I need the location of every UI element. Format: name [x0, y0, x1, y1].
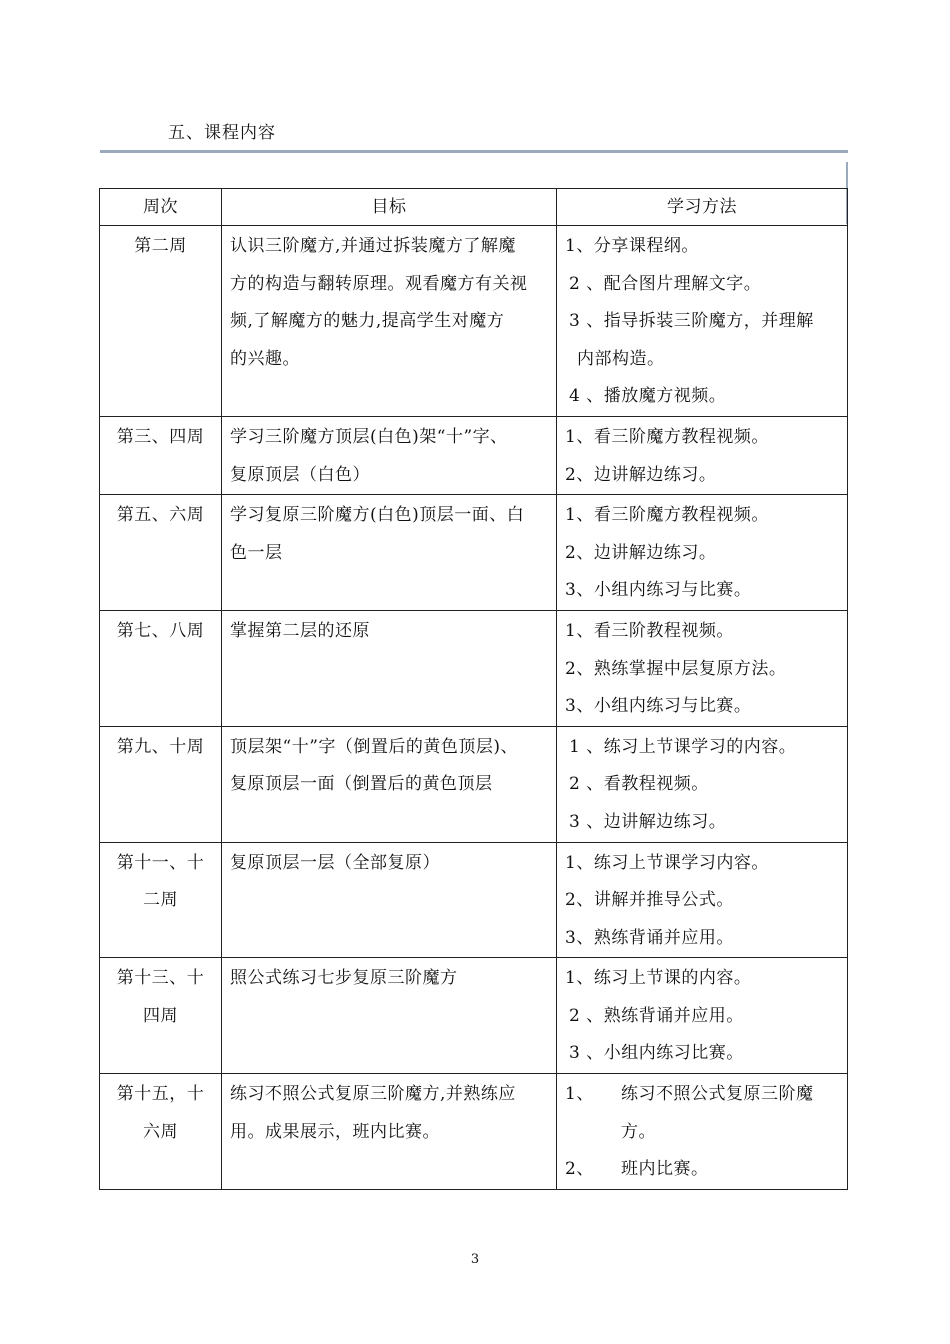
method-line: 1、看三阶魔方教程视频。 [565, 426, 769, 447]
method-line: 2 、配合图片理解文字。 [569, 273, 762, 294]
table-row [100, 726, 848, 842]
goal-line: 用。成果展示，班内比赛。 [230, 1121, 440, 1142]
week-text: 第十一、十 [116, 852, 205, 873]
method-line-continued: 方。 [621, 1121, 656, 1142]
table-row [100, 610, 848, 726]
table-row [100, 416, 848, 494]
table-row [100, 226, 848, 417]
method-line: 1、分享课程纲。 [565, 236, 699, 256]
goal-line: 照公式练习七步复原三阶魔方 [230, 968, 458, 989]
week-text: 第十五，十 [116, 1084, 205, 1105]
method-line: 2、讲解并推导公式。 [565, 890, 734, 911]
method-number: 2、 [565, 1159, 594, 1180]
method-line: 1、看三阶教程视频。 [565, 620, 734, 641]
goal-line: 学习复原三阶魔方(白色)顶层一面、白 [230, 505, 525, 526]
week-text: 六周 [143, 1121, 178, 1142]
method-line: 内部构造。 [577, 348, 665, 369]
method-line: 3、熟练背诵并应用。 [565, 927, 734, 948]
goal-cell [222, 495, 557, 611]
method-line: 2、边讲解边练习。 [565, 464, 717, 485]
goal-cell [222, 610, 557, 726]
header-goal: 目标 [222, 189, 557, 226]
week-text: 二周 [143, 890, 178, 911]
week-text: 第二周 [134, 236, 187, 256]
method-cell [557, 610, 848, 726]
week-cell [100, 495, 222, 611]
goal-cell [222, 726, 557, 842]
week-cell [100, 842, 222, 958]
goal-line: 认识三阶魔方,并通过拆装魔方了解魔 [230, 236, 516, 256]
table-row [100, 495, 848, 611]
header-week: 周次 [100, 189, 222, 226]
week-cell [100, 226, 222, 417]
method-cell [557, 495, 848, 611]
section-title: 五、课程内容 [168, 123, 276, 143]
method-line: 2 、看教程视频。 [569, 774, 709, 795]
table-row [100, 958, 848, 1074]
method-cell [557, 1074, 848, 1190]
method-line: 2 、熟练背诵并应用。 [569, 1005, 744, 1026]
goal-line: 方的构造与翻转原理。观看魔方有关视 [230, 273, 528, 294]
method-cell [557, 226, 848, 417]
method-line: 1、看三阶魔方教程视频。 [565, 505, 769, 526]
method-cell [557, 958, 848, 1074]
method-line: 2、边讲解边练习。 [565, 542, 717, 563]
week-cell [100, 610, 222, 726]
week-cell [100, 1074, 222, 1190]
week-text: 第五、六周 [116, 505, 205, 526]
goal-cell [222, 842, 557, 958]
method-line: 1 、练习上节课学习的内容。 [569, 736, 797, 757]
week-text: 第三、四周 [116, 426, 205, 447]
method-line: 4 、播放魔方视频。 [569, 386, 727, 407]
method-text: 练习不照公式复原三阶魔 [621, 1084, 814, 1105]
week-cell [100, 958, 222, 1074]
goal-line: 掌握第二层的还原 [230, 620, 370, 641]
week-text: 四周 [143, 1005, 178, 1026]
method-line: 3 、指导拆装三阶魔方，并理解 [569, 311, 814, 332]
method-line: 1、练习上节课的内容。 [565, 968, 752, 989]
goal-line: 复原顶层（白色） [230, 464, 370, 485]
week-cell [100, 416, 222, 494]
goal-line: 练习不照公式复原三阶魔方,并熟练应 [230, 1084, 516, 1105]
method-line: 3、小组内练习与比赛。 [565, 696, 752, 717]
method-number: 1、 [565, 1084, 594, 1105]
goal-cell [222, 226, 557, 417]
header-method: 学习方法 [557, 189, 848, 226]
goal-line: 顶层架“十”字（倒置后的黄色顶层)、 [230, 736, 519, 757]
method-line: 3 、小组内练习比赛。 [569, 1043, 744, 1064]
method-cell [557, 726, 848, 842]
week-text: 第九、十周 [116, 736, 205, 757]
table-header-row [100, 189, 848, 226]
table-row [100, 1074, 848, 1190]
goal-line: 复原顶层一面（倒置后的黄色顶层 [230, 774, 493, 795]
goal-line: 复原顶层一层（全部复原） [230, 852, 440, 873]
goal-line: 频,了解魔方的魅力,提高学生对魔方 [230, 311, 505, 332]
method-line: 1、练习上节课学习内容。 [565, 852, 769, 873]
goal-cell [222, 1074, 557, 1190]
method-cell [557, 416, 848, 494]
table-row [100, 842, 848, 958]
method-line: 2、熟练掌握中层复原方法。 [565, 658, 787, 679]
page-number: 3 [470, 1252, 480, 1267]
method-line [565, 1076, 841, 1114]
goal-line: 色一层 [230, 542, 283, 563]
method-line: 3 、边讲解边练习。 [569, 811, 727, 832]
week-text: 第十三、十 [116, 968, 205, 989]
goal-cell [222, 416, 557, 494]
method-line [565, 1151, 841, 1189]
header-rule [100, 150, 848, 153]
goal-cell [222, 958, 557, 1074]
course-content-table [99, 188, 848, 1190]
method-line: 3、小组内练习与比赛。 [565, 580, 752, 601]
week-text: 第七、八周 [116, 620, 205, 641]
method-cell [557, 842, 848, 958]
method-text: 班内比赛。 [621, 1159, 709, 1180]
week-cell [100, 726, 222, 842]
goal-line: 学习三阶魔方顶层(白色)架“十”字、 [230, 426, 508, 447]
goal-line: 的兴趣。 [230, 348, 300, 369]
